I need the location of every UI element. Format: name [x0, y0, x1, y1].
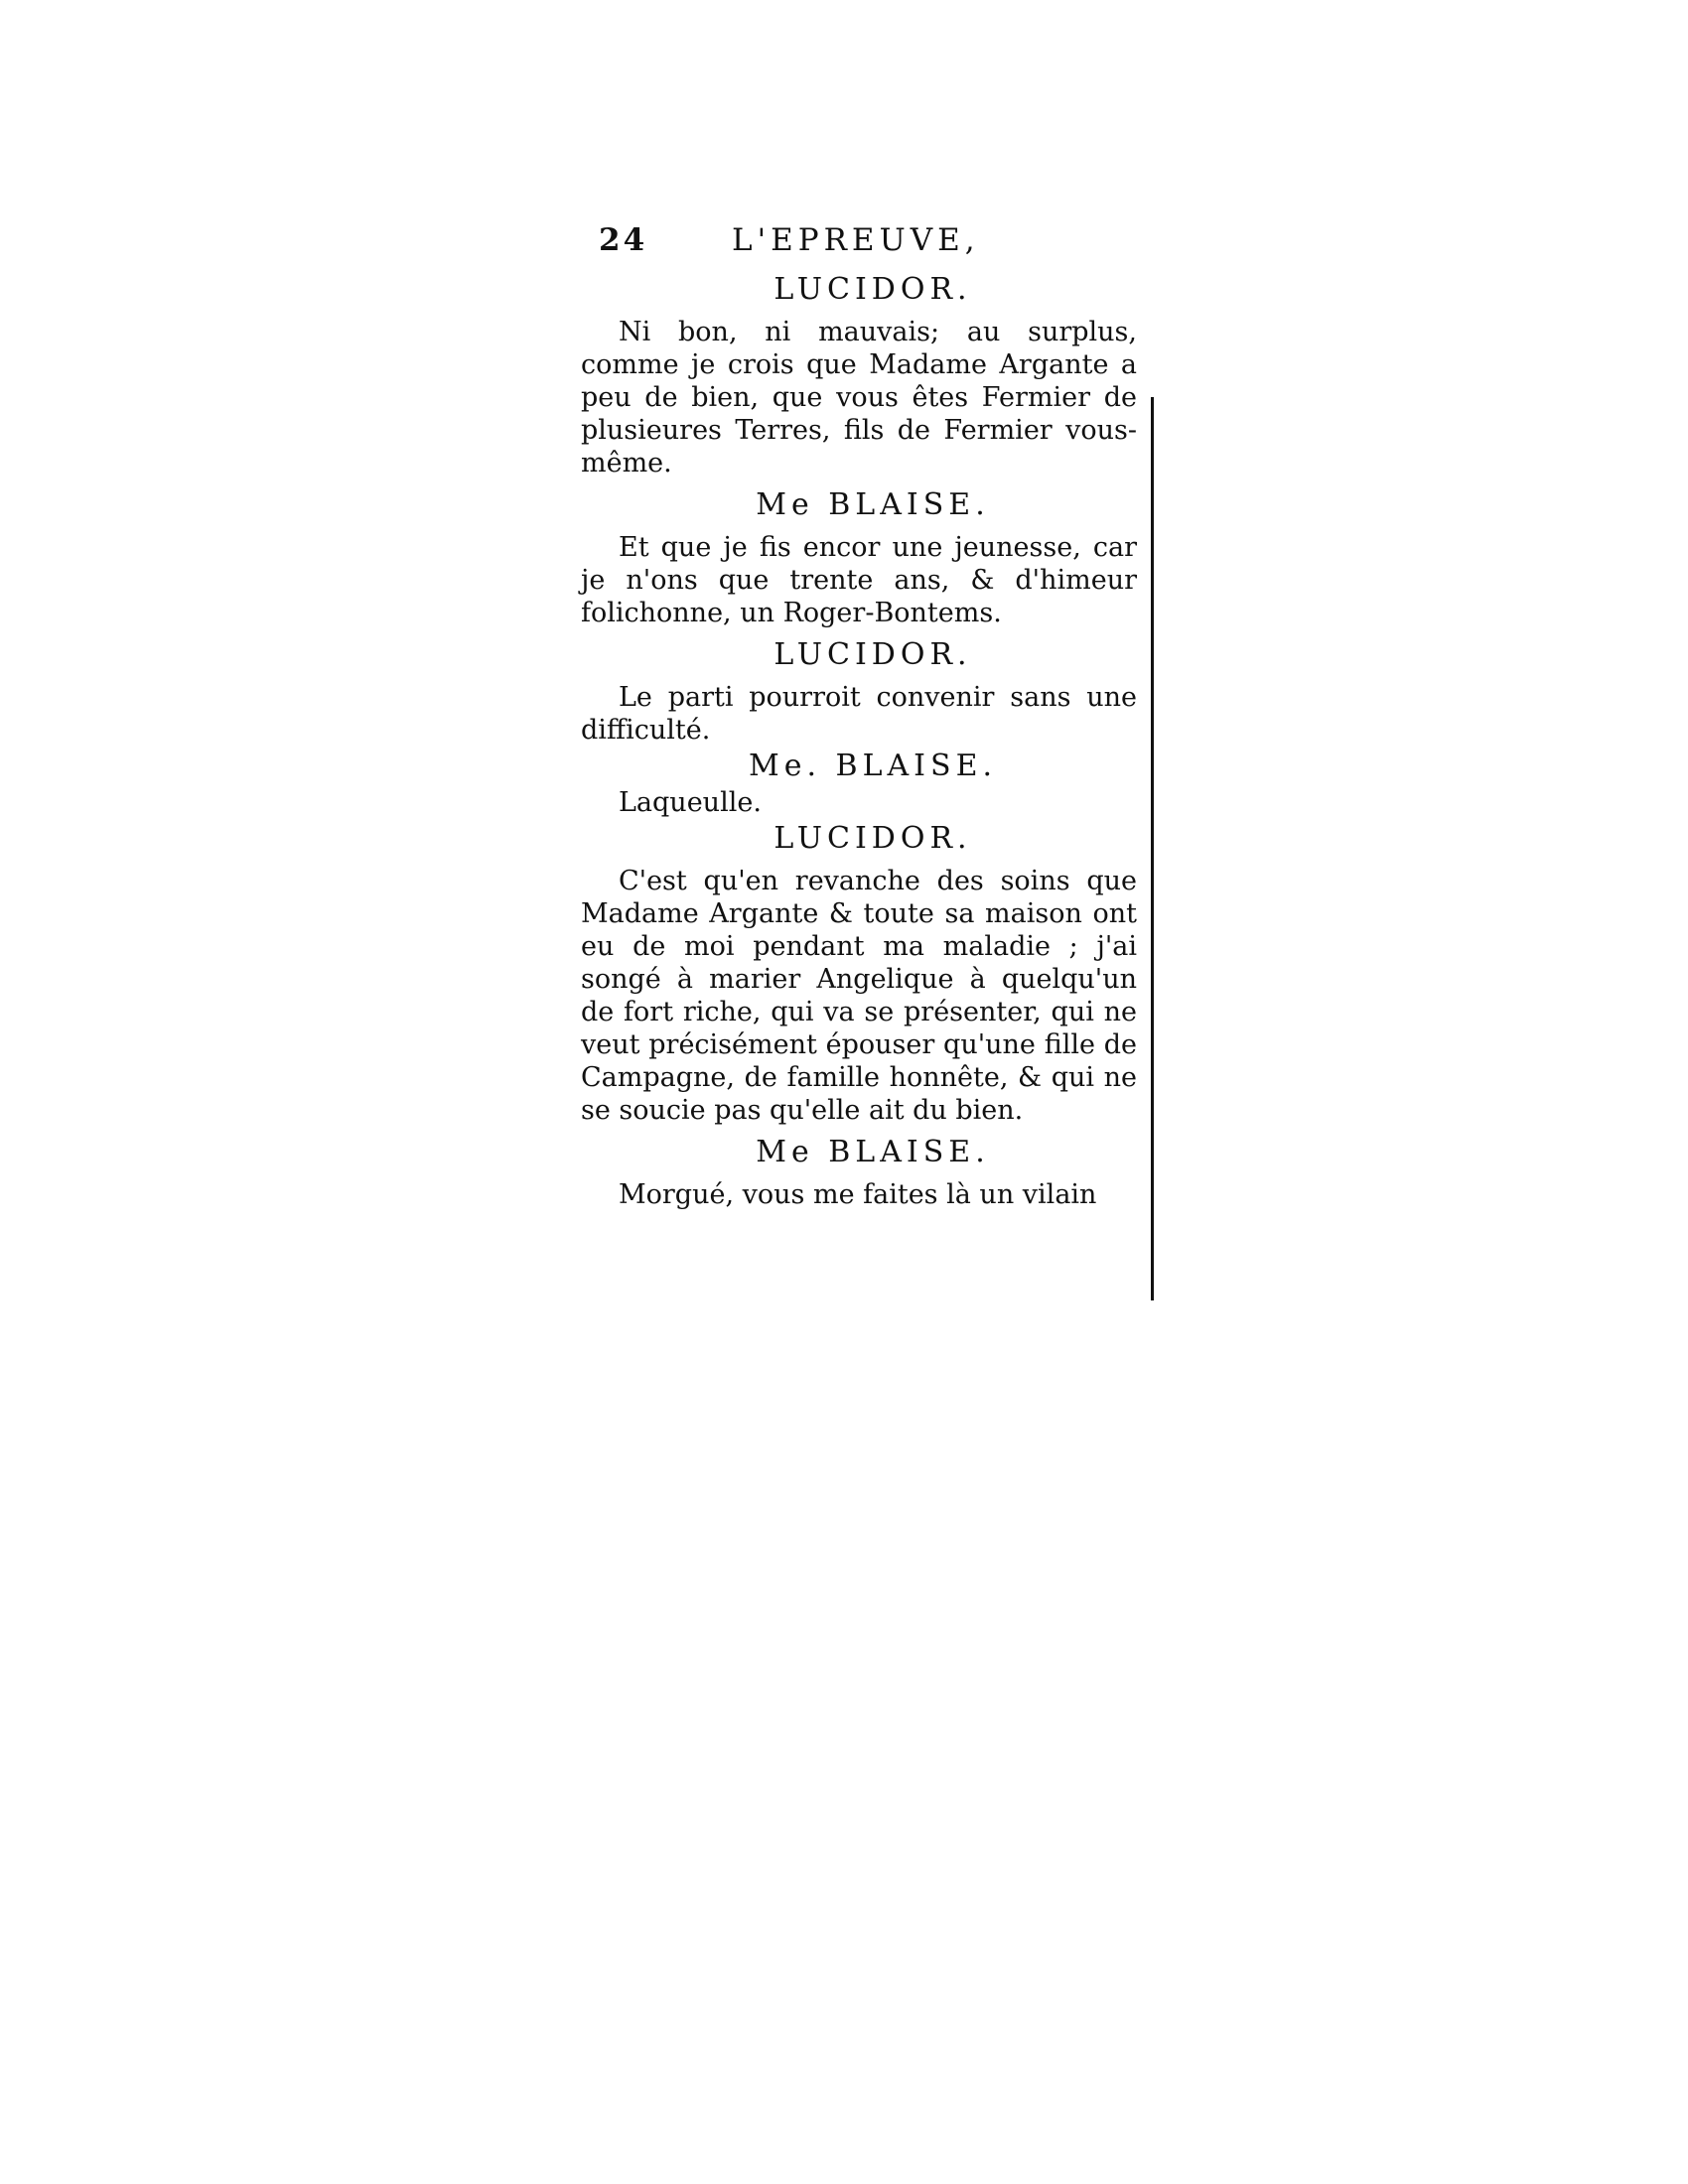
dialogue-entry-lucidor-3: [581, 819, 1137, 1127]
speaker-name: Me. BLAISE.: [748, 749, 997, 783]
speaker-name: Me BLAISE.: [756, 1135, 990, 1169]
dialogue-text: Et que je fis encor une jeunesse, car je n'ons que trente ans, & d'himeur folichonne, un Roger-Bontems.: [581, 532, 1137, 628]
dialogue-text: Laqueulle.: [619, 787, 762, 818]
speaker-name: LUCIDOR.: [774, 272, 972, 307]
dialogue-text: Morgué, vous me faites là un vilain: [619, 1179, 1097, 1210]
dialogue-entry-lucidor-2: [581, 635, 1137, 747]
dialogue-entry-blaise-3: [581, 1133, 1137, 1211]
dialogue-entry-lucidor-1: [581, 270, 1137, 479]
speaker-name: LUCIDOR.: [774, 637, 972, 672]
dialogue-entry-blaise-2: [581, 747, 1137, 819]
speaker-name: LUCIDOR.: [774, 821, 972, 856]
page-text-block: [581, 218, 1137, 1211]
dialogue-text: C'est qu'en revanche des soins que Madame Argante & toute sa maison ont eu de moi pendant ma maladie ; j'ai songé à marier Angelique à quelqu'un de fort riche, qui va se présenter, qui ne veut précisément épouser qu'une fille de Campagne, de famille honnête, & qui ne se soucie pas qu'elle ait du bien.: [581, 866, 1137, 1126]
dialogue-entry-blaise-1: [581, 485, 1137, 629]
vertical-margin-line: [1151, 397, 1154, 1300]
dialogue-text: Le parti pourroit convenir sans une difficulté.: [581, 682, 1137, 746]
speaker-name: Me BLAISE.: [756, 487, 990, 522]
running-title: L'EPREUVE,: [732, 222, 980, 258]
page-number: 24: [599, 222, 648, 258]
page-header: [581, 218, 1137, 270]
dialogue-text: Ni bon, ni mauvais; au surplus, comme je crois que Madame Argante a peu de bien, que vous êtes Fermier de plusieures Terres, fils de Fermier vous-même.: [581, 317, 1137, 478]
